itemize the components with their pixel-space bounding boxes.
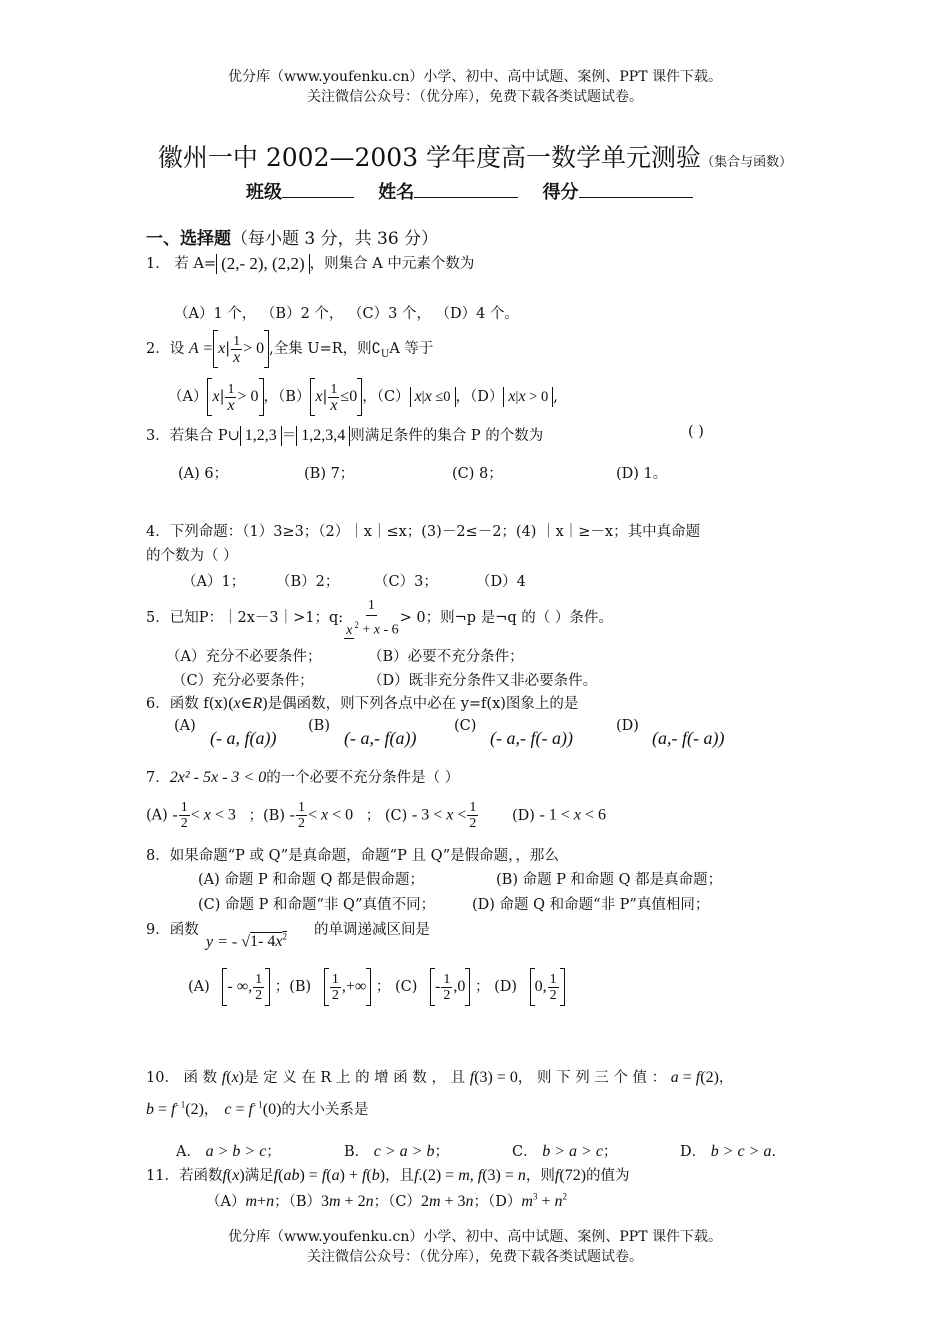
- q8-opt-c: (C) 命题 P 和命题“非 Q”真值不同；: [198, 897, 436, 913]
- q11-opt-a: （A）: [206, 1194, 246, 1210]
- name-label: 姓名: [378, 182, 415, 203]
- student-info: [246, 178, 693, 204]
- q1-set: (2,- 2), (2,2): [216, 254, 310, 274]
- q11-text-4: ，则: [525, 1168, 555, 1184]
- q6-domain: (x∈R): [228, 695, 268, 712]
- q10-opt-d-label: D．: [680, 1144, 707, 1160]
- q10-opt-c-label: C．: [512, 1144, 538, 1160]
- q3-opt-b: (B) 7；: [304, 466, 355, 482]
- question-5: [146, 596, 613, 640]
- q3-text: 3．若集合 P∪: [146, 428, 240, 444]
- question-6: [146, 692, 578, 713]
- class-blank[interactable]: [282, 179, 354, 198]
- q3-set-1: 1,2,3: [240, 426, 282, 446]
- q11-opt-b: ；（B）: [274, 1194, 321, 1210]
- q6-point-b: (- a,- f(a)): [344, 728, 417, 748]
- q5-opt-d: （D）既非充分条件又非必要条件。: [368, 673, 598, 689]
- q4-opt-d: （D）4: [476, 574, 526, 590]
- q11-text-3: ，且: [385, 1168, 415, 1184]
- q3-eq: ＝: [281, 428, 297, 444]
- q9-text-2: 的单调递减区间是: [314, 922, 430, 938]
- q10-opt-b: B． c > a > b；: [344, 1143, 449, 1160]
- q6-text: 6．函数 f(x): [146, 696, 229, 712]
- q2-sub: U: [380, 348, 390, 360]
- q7-text-2: 的一个必要不充分条件是（ ）: [266, 770, 460, 786]
- q11-text-1: 11．若函数: [146, 1168, 223, 1184]
- q7-options: (A) - $\frac{1}{2}$ < x < 3 ；(B) - $\frac{1}{2}$ < x < 0 ； (C) - 3 < x < $\frac{1}{2}$ (D) - 1 < x < 6: [146, 800, 607, 831]
- question-7: [146, 766, 459, 787]
- q2-opt-d-set: x|x > 0: [503, 387, 553, 407]
- q2-text: 2．设: [146, 341, 185, 357]
- q2-opt-b: ，（B）: [263, 389, 311, 405]
- q11-opt-d: ；（D）: [473, 1194, 522, 1210]
- q4-opt-a: （A）1；: [182, 574, 246, 590]
- q6-label-d: (D): [616, 718, 639, 734]
- header-line-2: 关注微信公众号：（优分库），免费下载各类试题试卷。: [307, 89, 643, 105]
- q10-opt-a-label: A．: [176, 1144, 201, 1160]
- q11-text-2: 满足: [244, 1168, 274, 1184]
- score-label: 得分: [542, 182, 579, 203]
- title-main: 徽州一中 2002—2003 学年度高一数学单元测验: [157, 143, 702, 172]
- q4-line-1: 4．下列命题：（1）3≥3；（2）｜x｜≤x；(3)－2≤－2；(4) ｜x｜≥－x；其中真命题: [146, 524, 701, 540]
- q8-opt-b: (B) 命题 P 和命题 Q 都是真命题；: [496, 872, 723, 888]
- q3-answer-paren[interactable]: ( ): [688, 424, 704, 440]
- section-note: （每小题 3 分，共 36 分）: [231, 229, 439, 249]
- q11-options: （A）m+n；（B）3m + 2n；（C）2m + 3n；$(D)m^3 + n^2$: [206, 1191, 568, 1210]
- q9-function: y = - √1- $4x^2$: [206, 932, 287, 951]
- name-blank[interactable]: [414, 179, 518, 198]
- q6-point-d: (a,- f(- a)): [652, 728, 725, 748]
- q9-opt-b: ；(B): [274, 979, 312, 995]
- class-label: 班级: [246, 182, 282, 203]
- q2-opt-c-set: x|x ≤0: [410, 387, 456, 407]
- q8-opt-d: (D) 命题 Q 和命题“非 P”真值相同；: [472, 897, 710, 913]
- q10-text-3: ， 则 下 列 三 个 值 ：: [517, 1070, 667, 1086]
- q3-set-2: 1,2,3,4: [296, 426, 350, 446]
- question-3: [146, 424, 543, 446]
- q2-gt0: > 0: [243, 340, 265, 357]
- q7-text: 7．: [146, 770, 170, 786]
- q10-text-1: 10． 函 数: [146, 1070, 218, 1086]
- q5-opt-a: （A）充分不必要条件；: [166, 649, 322, 665]
- q2-options: （A） x| $\frac{1}{x}$ > 0 ，（B） x| $\frac{1}{x}$ ≤0 ，（C） x|x ≤0 ，（D） x|x > 0 ,: [168, 378, 558, 416]
- q2-fraction: $\frac{1}{x}$: [233, 333, 241, 366]
- q4-line-2: 的个数为（ ）: [146, 548, 238, 564]
- q4-opt-c: （C）3；: [374, 574, 438, 590]
- q6-point-c: (- a,- f(- a)): [490, 728, 573, 748]
- q8-opt-a: (A) 命题 P 和命题 Q 都是假命题；: [198, 872, 424, 888]
- footer-line-1: 优分库（www.youfenku.cn）小学、初中、高中试题、案例、PPT 课件下载。: [227, 1229, 722, 1245]
- q6-point-a: (- a, f(a)): [210, 728, 277, 748]
- q6-text-2: 是偶函数，则下列各点中必在 y=f(x)图象上的是: [267, 696, 579, 712]
- q3-opt-a: (A) 6；: [178, 466, 229, 482]
- q10-text-4: 的大小关系是: [281, 1102, 369, 1118]
- q8-line-1: 8．如果命题“P 或 Q”是真命题，命题“P 且 Q”是假命题，，那么: [146, 848, 559, 864]
- q10-opt-b-label: B．: [344, 1144, 370, 1160]
- q2-opt-a: （A）: [168, 389, 208, 405]
- title-sub: （集合与函数）: [701, 155, 793, 170]
- q3-opt-c: (C) 8；: [452, 466, 503, 482]
- q10-text-2: 是 定 义 在 R 上 的 增 函 数 ， 且: [244, 1070, 466, 1086]
- q2-text-3: A 等于: [389, 341, 434, 357]
- q4-opt-b: （B）2；: [276, 574, 340, 590]
- q9-text: 9．函数: [146, 922, 199, 938]
- q10-opt-d: D． b > c > a.: [680, 1143, 777, 1160]
- q1-text-2: ，则集合 A 中元素个数为: [309, 256, 475, 272]
- page-title: [0, 138, 950, 174]
- q9-opt-c: ； (C): [375, 979, 418, 995]
- score-blank[interactable]: [579, 179, 693, 198]
- q7-opt-b: ；(B): [248, 807, 285, 824]
- q2-var-x: x: [218, 340, 226, 357]
- q1-options: （A）1 个， （B）2 个， （C）3 个， （D）4 个。: [174, 306, 520, 322]
- q5-opt-c: （C）充分必要条件；: [172, 673, 314, 689]
- q9-opt-d: ； (D): [474, 979, 518, 995]
- q9-options: (A) - ∞, $\frac{1}{2}$ ；(B) $\frac{1}{2}$ ,+∞ ； (C) - $\frac{1}{2}$ ,0 ； (D) 0, $\frac{1}{2}$: [188, 968, 565, 1006]
- question-11: 11．若函数f(x)满足f(ab) = f(a) + f(b)，且f.(2) = m, f(3) = n，则f(72)的值为: [146, 1167, 630, 1184]
- q5-opt-b: （B）必要不充分条件；: [368, 649, 524, 665]
- q6-label-a: (A): [174, 718, 196, 734]
- section-heading: [146, 224, 438, 249]
- header-line-1: 优分库（www.youfenku.cn）小学、初中、高中试题、案例、PPT 课件下载。: [227, 69, 722, 85]
- q11-text-5: 的值为: [586, 1168, 630, 1184]
- q2-set-a: A =: [188, 340, 214, 357]
- q2-text-2: ,全集 U=R，则∁: [269, 341, 381, 357]
- q11-opt-c: ；（C）: [373, 1194, 421, 1210]
- q7-expression: 2x² - 5x - 3 < 0: [169, 769, 267, 786]
- q5-text: 5．已知P：｜2x－3｜>1；q:: [146, 609, 344, 626]
- question-2: 2．设 A = x| $\frac{1}{x}$ > 0 ,全集 U=R，则$∁_UA$ 等于: [146, 330, 433, 368]
- q2-opt-d: ，（D）: [455, 389, 504, 405]
- q3-text-3: 则满足条件的集合 P 的个数为: [350, 428, 544, 444]
- q5-fraction: $\frac{1}{x ^2 + x - 6}$: [346, 598, 399, 638]
- q5-text-2: > 0；则¬p 是¬q 的（ ）条件。: [399, 609, 613, 626]
- question-10: 10． 函 数 f(x)是 定 义 在 R 上 的 增 函 数 ， 且 f(3) = 0， 则 下 列 三 个 值 ： a = f(2)，: [146, 1069, 734, 1086]
- q10-line-2: $b = f^{- 1}(2)$， $c = f^{- 1}(0)$的大小关系是: [146, 1099, 369, 1118]
- footer-line-2: 关注微信公众号：（优分库），免费下载各类试题试卷。: [307, 1249, 643, 1265]
- q10-opt-a: A． a > b > c；: [176, 1143, 281, 1160]
- q7-opt-d: (D): [511, 807, 535, 824]
- q6-label-b: (B): [308, 718, 330, 734]
- q7-opt-a: (A): [146, 807, 168, 824]
- q1-text: 1． 若 A=: [146, 256, 217, 272]
- q6-label-c: (C): [454, 718, 477, 734]
- q9-opt-a: (A): [188, 979, 210, 995]
- q7-opt-c: ； (C): [365, 807, 408, 824]
- q10-opt-c: C． b > a > c；: [512, 1143, 618, 1160]
- section-title: 一、选择题: [146, 229, 231, 249]
- question-1: [146, 252, 474, 274]
- q3-opt-d: (D) 1。: [616, 466, 668, 482]
- q2-opt-c: ，（C）: [362, 389, 410, 405]
